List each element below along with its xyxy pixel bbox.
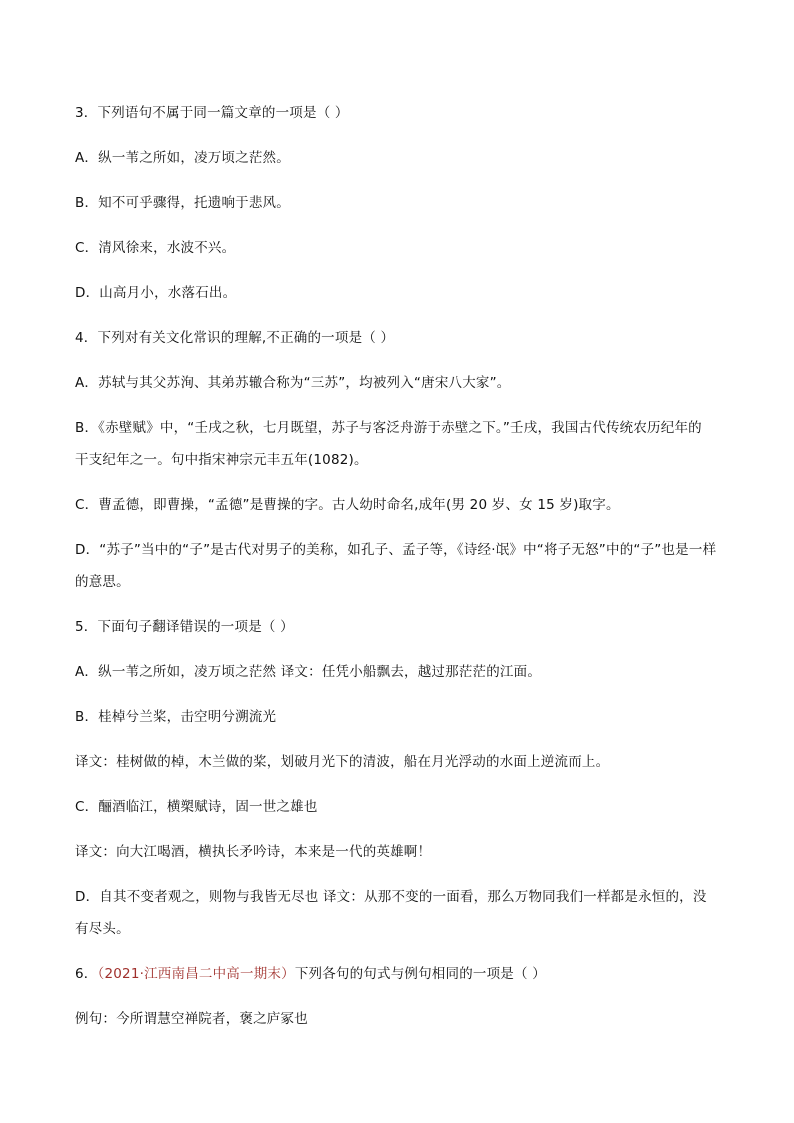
question-3-option-c: C．清风徐来，水波不兴。 (75, 240, 236, 256)
question-4-stem: 4．下列对有关文化常识的理解,不正确的一项是（ ） (75, 330, 395, 346)
question-6-example: 例句：今所谓慧空禅院者，褒之庐冢也 (75, 1011, 308, 1027)
question-3-option-a: A．纵一苇之所如，凌万顷之茫然。 (75, 150, 290, 166)
question-5-option-d-line-1: D．自其不变者观之，则物与我皆无尽也 译文：从那不变的一面看，那么万物同我们一样都是永恒的，没 (75, 889, 707, 905)
question-5-option-a: A．纵一苇之所如，凌万顷之茫然 译文：任凭小船飘去，越过那茫茫的江面。 (75, 664, 542, 680)
question-6-source: （2021·江西南昌二中高一期末） (97, 966, 295, 982)
question-5-option-b: B．桂棹兮兰桨，击空明兮溯流光 (75, 709, 277, 725)
question-5-option-d-line-2: 有尽头。 (75, 921, 130, 937)
question-5-option-b-translation: 译文：桂树做的棹，木兰做的桨，划破月光下的清波，船在月光浮动的水面上逆流而上。 (75, 754, 610, 770)
question-3-option-d: D．山高月小，水落石出。 (75, 285, 237, 301)
question-5-stem: 5．下面句子翻译错误的一项是（ ） (75, 619, 294, 635)
question-4-option-b-line-1: B．《赤壁赋》中，“壬戌之秋，七月既望，苏子与客泛舟游于赤壁之下。”壬戌，我国古代传统农历纪年的 (75, 420, 702, 436)
question-5-option-c: C．酾酒临江，横槊赋诗，固一世之雄也 (75, 799, 318, 815)
question-5-option-c-translation: 译文：向大江喝酒，横执长矛吟诗，本来是一代的英雄啊！ (75, 844, 432, 860)
question-4-option-c: C．曹孟德，即曹操，“孟德”是曹操的字。古人幼时命名,成年(男 20 岁、女 15 岁)取字。 (75, 497, 620, 513)
question-4-option-a: A．苏轼与其父苏洵、其弟苏辙合称为“三苏”，均被列入“唐宋八大家”。 (75, 375, 511, 391)
question-6-text: 下列各句的句式与例句相同的一项是（ ） (294, 966, 546, 982)
question-6-stem (75, 965, 725, 983)
question-4-option-b-line-2: 干支纪年之一。句中指宋神宗元丰五年(1082)。 (75, 452, 368, 468)
question-4-option-d-line-1: D．“苏子”当中的“子”是古代对男子的美称，如孔子、孟子等，《诗经·氓》中“将子无怒”中的“子”也是一样 (75, 542, 717, 558)
question-3-stem: 3．下列语句不属于同一篇文章的一项是（ ） (75, 105, 349, 121)
question-6-number: 6． (75, 966, 98, 982)
question-4-option-d-line-2: 的意思。 (75, 574, 130, 590)
question-3-option-b: B．知不可乎骤得，托遗响于悲风。 (75, 195, 290, 211)
